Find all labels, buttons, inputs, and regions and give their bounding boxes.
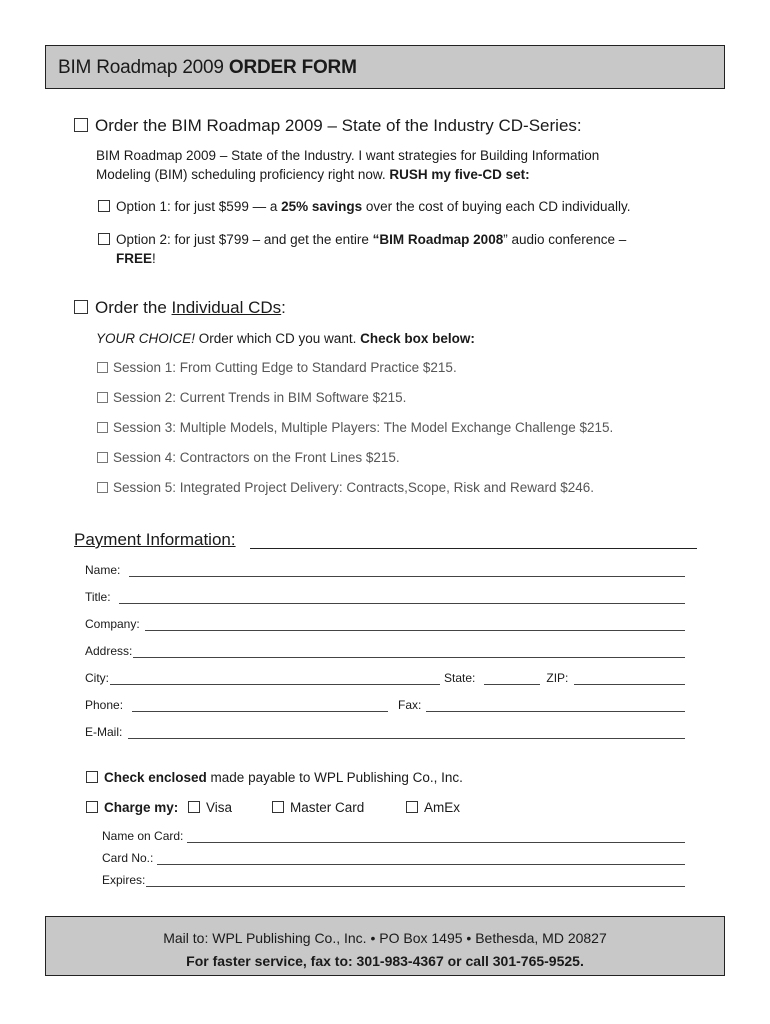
option-1: Option 1: for just $599 — a 25% savings over the cost of buying each CD individually. xyxy=(98,197,631,216)
state-input[interactable] xyxy=(484,672,540,685)
mastercard-option: Master Card xyxy=(272,798,364,817)
individual-cds-heading: Order the Individual CDs: xyxy=(74,298,286,318)
amex-option: AmEx xyxy=(406,798,460,817)
footer-banner xyxy=(45,916,725,976)
visa-option: Visa xyxy=(188,798,232,817)
phone-input[interactable] xyxy=(132,699,388,712)
zip-input[interactable] xyxy=(574,672,685,685)
charge-my-checkbox[interactable] xyxy=(86,801,98,813)
form-title: BIM Roadmap 2009 ORDER FORM xyxy=(58,57,357,78)
payment-heading: Payment Information: xyxy=(74,530,236,549)
email-field[interactable]: E-Mail: xyxy=(85,725,685,739)
session-2-checkbox[interactable] xyxy=(97,392,108,403)
title-field[interactable]: Title: xyxy=(85,590,685,604)
address-field[interactable]: Address: xyxy=(85,644,685,658)
session-item: Session 4: Contractors on the Front Lines $215. xyxy=(97,450,400,465)
session-item: Session 5: Integrated Project Delivery: Contracts,Scope, Risk and Reward $246. xyxy=(97,480,594,495)
payment-heading-rule xyxy=(250,548,697,549)
city-input[interactable] xyxy=(110,672,440,685)
card-number-field[interactable]: Card No.: xyxy=(102,851,685,865)
session-item: Session 1: From Cutting Edge to Standard Practice $215. xyxy=(97,360,457,375)
session-4-checkbox[interactable] xyxy=(97,452,108,463)
cd-series-checkbox[interactable] xyxy=(74,118,88,132)
fax-input[interactable] xyxy=(426,699,685,712)
cd-series-heading: Order the BIM Roadmap 2009 – State of the Industry CD-Series: xyxy=(74,116,582,136)
header-banner xyxy=(45,45,725,89)
amex-checkbox[interactable] xyxy=(406,801,418,813)
fax-phone-info: For faster service, fax to: 301-983-4367 or call 301-765-9525. xyxy=(186,953,584,969)
option-2-checkbox[interactable] xyxy=(98,233,110,245)
visa-checkbox[interactable] xyxy=(188,801,200,813)
mailing-address: Mail to: WPL Publishing Co., Inc. • PO Box 1495 • Bethesda, MD 20827 xyxy=(163,930,607,946)
cd-series-description: BIM Roadmap 2009 – State of the Industry. I want strategies for Building Information Modeling (BIM) scheduling proficiency right now. RUSH my five-CD set: xyxy=(96,148,600,182)
check-enclosed-option: Check enclosed made payable to WPL Publishing Co., Inc. xyxy=(86,768,463,787)
charge-my-row: Charge my: xyxy=(86,798,178,817)
expires-field[interactable]: Expires: xyxy=(102,873,685,887)
option-1-checkbox[interactable] xyxy=(98,200,110,212)
session-item: Session 2: Current Trends in BIM Software $215. xyxy=(97,390,406,405)
phone-fax-row: Phone: Fax: xyxy=(85,698,685,712)
check-enclosed-checkbox[interactable] xyxy=(86,771,98,783)
session-3-checkbox[interactable] xyxy=(97,422,108,433)
choice-instructions: YOUR CHOICE! Order which CD you want. Check box below: xyxy=(96,331,475,346)
name-on-card-field[interactable]: Name on Card: xyxy=(102,829,685,843)
session-5-checkbox[interactable] xyxy=(97,482,108,493)
name-field[interactable]: Name: xyxy=(85,563,685,577)
session-1-checkbox[interactable] xyxy=(97,362,108,373)
mastercard-checkbox[interactable] xyxy=(272,801,284,813)
option-2: Option 2: for just $799 – and get the entire “BIM Roadmap 2008” audio conference – FREE! xyxy=(98,230,626,268)
session-item: Session 3: Multiple Models, Multiple Players: The Model Exchange Challenge $215. xyxy=(97,420,613,435)
company-field[interactable]: Company: xyxy=(85,617,685,631)
city-state-zip-row: City: State: ZIP: xyxy=(85,671,685,685)
individual-cds-checkbox[interactable] xyxy=(74,300,88,314)
